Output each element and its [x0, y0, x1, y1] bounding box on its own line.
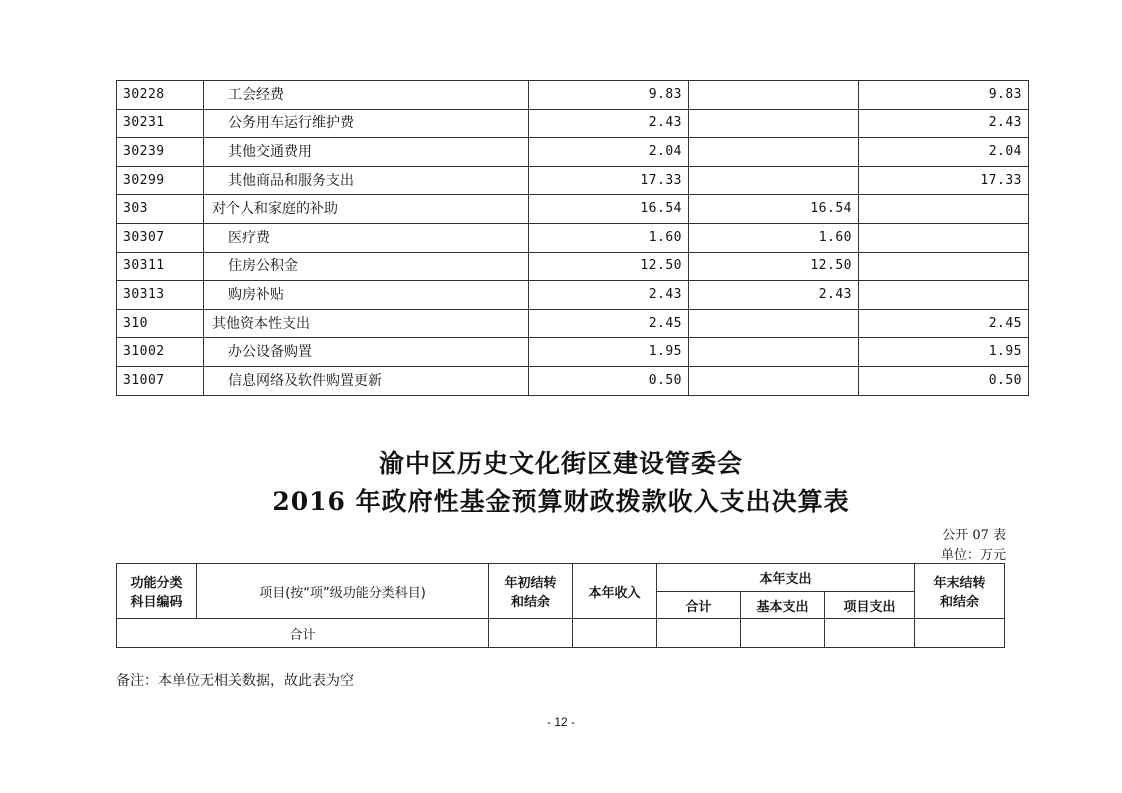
- total-cell: [489, 619, 573, 648]
- row-project: [859, 281, 1029, 310]
- row-code: 310: [117, 309, 204, 338]
- row-total: 1.60: [529, 223, 689, 252]
- fund-budget-table: [116, 563, 1005, 648]
- row-name: 信息网络及软件购置更新: [204, 366, 529, 395]
- table-row: [117, 223, 1029, 252]
- row-basic: 12.50: [689, 252, 859, 281]
- row-code: 30231: [117, 109, 204, 138]
- total-cell: [741, 619, 825, 648]
- table-row: [117, 309, 1029, 338]
- row-project: [859, 223, 1029, 252]
- header-expense: 本年支出: [657, 564, 915, 592]
- row-project: [859, 195, 1029, 224]
- row-name: 其他资本性支出: [204, 309, 529, 338]
- row-code: 30239: [117, 138, 204, 167]
- row-total: 12.50: [529, 252, 689, 281]
- row-name: 其他商品和服务支出: [204, 166, 529, 195]
- row-code: 31002: [117, 338, 204, 367]
- header-function-code: 功能分类 科目编码: [117, 564, 197, 619]
- row-project: 17.33: [859, 166, 1029, 195]
- row-basic: 16.54: [689, 195, 859, 224]
- row-total: 2.43: [529, 109, 689, 138]
- total-cell: [825, 619, 915, 648]
- row-basic: 1.60: [689, 223, 859, 252]
- row-name: 其他交通费用: [204, 138, 529, 167]
- footnote: 备注：本单位无相关数据，故此表为空: [116, 673, 354, 689]
- row-project: [859, 252, 1029, 281]
- page-subtitle: 2016 年政府性基金预算财政拨款收入支出决算表: [272, 487, 850, 516]
- row-code: 30313: [117, 281, 204, 310]
- total-label: 合计: [117, 619, 489, 648]
- row-total: 0.50: [529, 366, 689, 395]
- header-expense-total: 合计: [657, 592, 741, 619]
- page-title: 渝中区历史文化街区建设管委会: [378, 449, 743, 478]
- row-basic: [689, 138, 859, 167]
- table-row: [117, 195, 1029, 224]
- row-code: 31007: [117, 366, 204, 395]
- header-expense-basic: 基本支出: [741, 592, 825, 619]
- row-total: 1.95: [529, 338, 689, 367]
- table-row: [117, 252, 1029, 281]
- header-ending-balance: 年末结转 和结余: [915, 564, 1005, 619]
- row-basic: 2.43: [689, 281, 859, 310]
- row-name: 对个人和家庭的补助: [204, 195, 529, 224]
- table-row: [117, 281, 1029, 310]
- row-name: 办公设备购置: [204, 338, 529, 367]
- row-project: 2.04: [859, 138, 1029, 167]
- row-total: 16.54: [529, 195, 689, 224]
- row-name: 购房补贴: [204, 281, 529, 310]
- row-project: 0.50: [859, 366, 1029, 395]
- row-name: 住房公积金: [204, 252, 529, 281]
- expenditure-detail-table: [116, 80, 1029, 396]
- row-project: 2.45: [859, 309, 1029, 338]
- row-basic: [689, 309, 859, 338]
- table-row: [117, 109, 1029, 138]
- row-total: 2.04: [529, 138, 689, 167]
- expenditure-detail-body: [117, 81, 1029, 396]
- row-basic: [689, 166, 859, 195]
- unit-label: 单位：万元: [940, 548, 1006, 563]
- row-code: 30299: [117, 166, 204, 195]
- table-row: [117, 81, 1029, 110]
- row-basic: [689, 366, 859, 395]
- header-income: 本年收入: [573, 564, 657, 619]
- row-code: 303: [117, 195, 204, 224]
- row-basic: [689, 81, 859, 110]
- row-name: 医疗费: [204, 223, 529, 252]
- row-project: 2.43: [859, 109, 1029, 138]
- header-beginning-balance: 年初结转 和结余: [489, 564, 573, 619]
- total-cell: [657, 619, 741, 648]
- row-name: 工会经费: [204, 81, 529, 110]
- header-expense-project: 项目支出: [825, 592, 915, 619]
- table-row: [117, 366, 1029, 395]
- table-row: [117, 338, 1029, 367]
- page-number: - 12 -: [546, 715, 575, 729]
- row-basic: [689, 109, 859, 138]
- row-total: 9.83: [529, 81, 689, 110]
- row-code: 30307: [117, 223, 204, 252]
- row-code: 30311: [117, 252, 204, 281]
- row-total: 2.43: [529, 281, 689, 310]
- row-basic: [689, 338, 859, 367]
- row-total: 17.33: [529, 166, 689, 195]
- row-name: 公务用车运行维护费: [204, 109, 529, 138]
- row-code: 30228: [117, 81, 204, 110]
- table-row: [117, 138, 1029, 167]
- header-item: 项目(按“项”级功能分类科目): [197, 564, 489, 619]
- table-number: 公开 07 表: [942, 528, 1006, 543]
- total-cell: [915, 619, 1005, 648]
- row-project: 1.95: [859, 338, 1029, 367]
- row-total: 2.45: [529, 309, 689, 338]
- row-project: 9.83: [859, 81, 1029, 110]
- total-row: [117, 619, 1005, 648]
- total-cell: [573, 619, 657, 648]
- table-row: [117, 166, 1029, 195]
